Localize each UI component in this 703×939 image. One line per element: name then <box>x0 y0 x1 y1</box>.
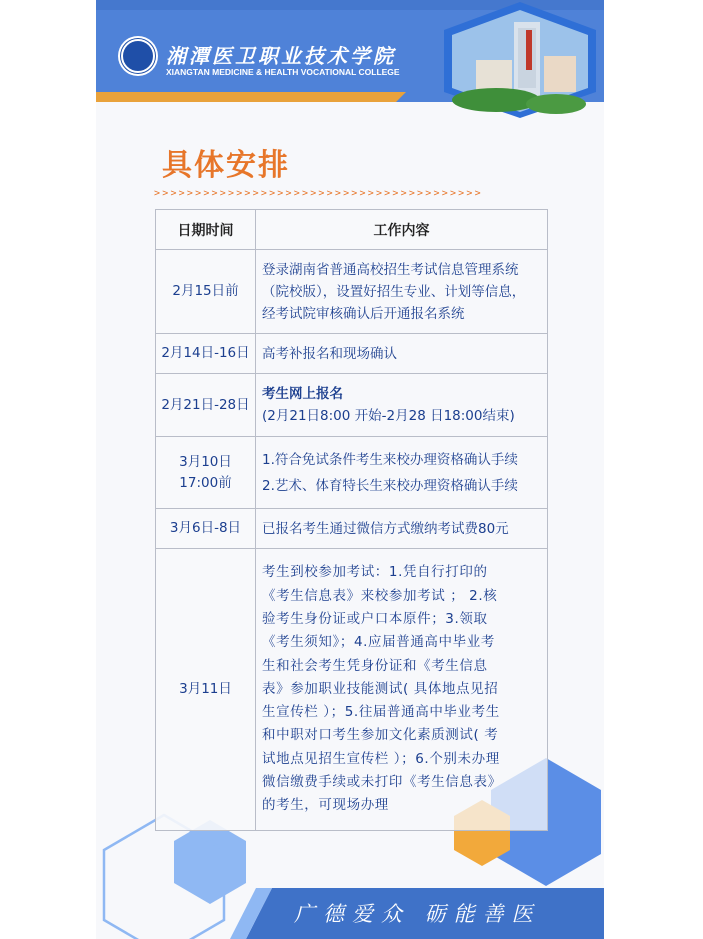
row-date: 3月11日 <box>156 549 256 831</box>
row-content <box>256 250 548 334</box>
content-line: 已报名考生通过微信方式缴纳考试费80元 <box>262 520 509 537</box>
content-line: 的考生，可现场办理 <box>262 797 389 814</box>
row-date: 2月15日前 <box>156 250 256 334</box>
table-row <box>156 374 548 437</box>
date-line: 3月10日 <box>179 453 232 470</box>
row-content <box>256 437 548 509</box>
row-date <box>156 437 256 509</box>
content-line: 生宣传栏 ）；5.往届普通高中毕业考生 <box>262 704 500 721</box>
table-row <box>156 250 548 334</box>
content-line: 考生到校参加考试：1.凭自行打印的 <box>262 564 488 581</box>
table-header-row <box>156 210 548 250</box>
content-line: 经考试院审核确认后开通报名系统 <box>262 305 465 322</box>
table-row <box>156 509 548 549</box>
arrow-divider: >>>>>>>>>>>>>>>>>>>>>>>>>>>>>>>>>>>>>>>> <box>154 188 483 199</box>
date-line: 17:00前 <box>179 474 232 491</box>
row-content <box>256 374 548 437</box>
college-name-cn: 湘潭医卫职业技术学院 <box>166 44 396 68</box>
table-row <box>156 437 548 509</box>
header-content: 工作内容 <box>256 210 548 250</box>
content-line: 生和社会考生凭身份证和《考生信息 <box>262 657 488 674</box>
content-line: 《考生信息表》来校参加考试 ； 2.核 <box>262 587 498 604</box>
header-date: 日期时间 <box>156 210 256 250</box>
content-line: 微信缴费手续或未打印《考生信息表》 <box>262 774 502 791</box>
row-date: 3月6日-8日 <box>156 509 256 549</box>
college-name-en: XIANGTAN MEDICINE & HEALTH VOCATIONAL COLLEGE <box>166 67 400 77</box>
content-line: 高考补报名和现场确认 <box>262 345 397 362</box>
content-line: 1.符合免试条件考生来校办理资格确认手续 <box>262 451 518 468</box>
content-line-emphasis: 考生网上报名 <box>262 386 343 402</box>
content-line: 表》参加职业技能测试( 具体地点见招 <box>262 680 499 697</box>
row-date: 2月14日-16日 <box>156 334 256 374</box>
content-line: (2月21日8:00 开始-2月28 日18:00结束) <box>262 408 515 424</box>
table-row <box>156 549 548 831</box>
row-content <box>256 549 548 831</box>
poster <box>96 0 604 939</box>
content-line: 和中职对口考生参加文化素质测试( 考 <box>262 727 499 744</box>
content-line: 验考生身份证或户口本原件；3.领取 <box>262 610 488 627</box>
row-content <box>256 334 548 374</box>
content-line: 登录湖南省普通高校招生考试信息管理系统 <box>262 261 519 278</box>
content-line: （院校版），设置好招生专业、计划等信息， <box>262 283 526 300</box>
content-line: 2.艺术、体育特长生来校办理资格确认手续 <box>262 477 518 494</box>
table-row <box>156 334 548 374</box>
content-line: 《考生须知》；4.应届普通高中毕业考 <box>262 634 495 651</box>
section-title: 具体安排 <box>162 148 290 183</box>
content-line: 试地点见招生宣传栏 ）；6.个别未办理 <box>262 750 500 767</box>
row-content <box>256 509 548 549</box>
college-motto: 广德爱众 砺能善医 <box>294 902 541 926</box>
row-date: 2月21日-28日 <box>156 374 256 437</box>
schedule-table <box>155 209 548 831</box>
